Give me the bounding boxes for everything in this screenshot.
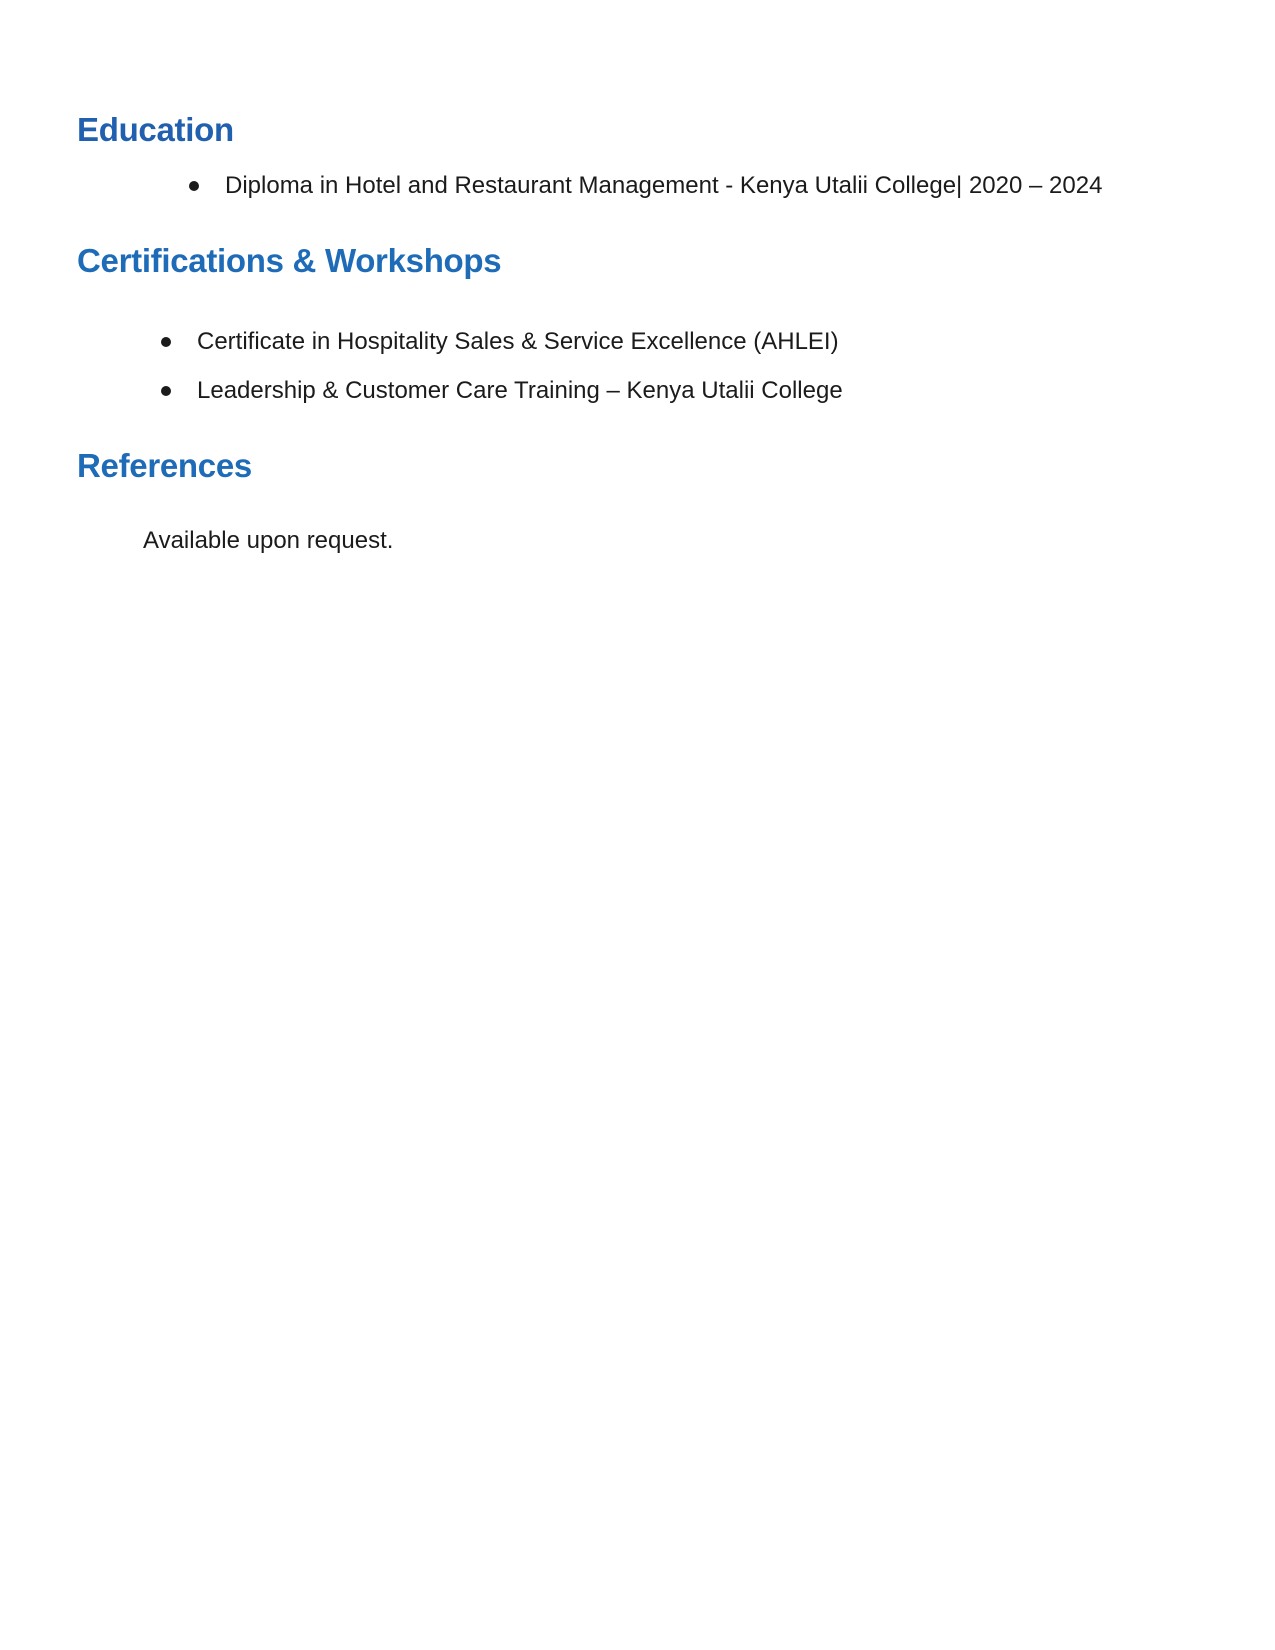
list-item-text-certificate: Certificate in Hospitality Sales & Service Excellence (AHLEI) (197, 328, 839, 355)
list-item (189, 168, 1102, 204)
list-item (161, 373, 843, 409)
bullet-icon (189, 181, 199, 191)
list-item-text-leadership: Leadership & Customer Care Training – Kenya Utalii College (197, 377, 843, 404)
list-item-text-diploma: Diploma in Hotel and Restaurant Management - Kenya Utalii College| 2020 – 2024 (225, 172, 1103, 199)
bullet-icon (161, 337, 171, 347)
bullet-icon (161, 386, 171, 396)
references-availability-text: Available upon request. (143, 527, 394, 554)
section-heading-references: References (77, 447, 252, 484)
section-heading-education: Education (77, 111, 234, 148)
section-heading-certifications: Certifications & Workshops (77, 242, 502, 279)
list-item (161, 324, 839, 360)
